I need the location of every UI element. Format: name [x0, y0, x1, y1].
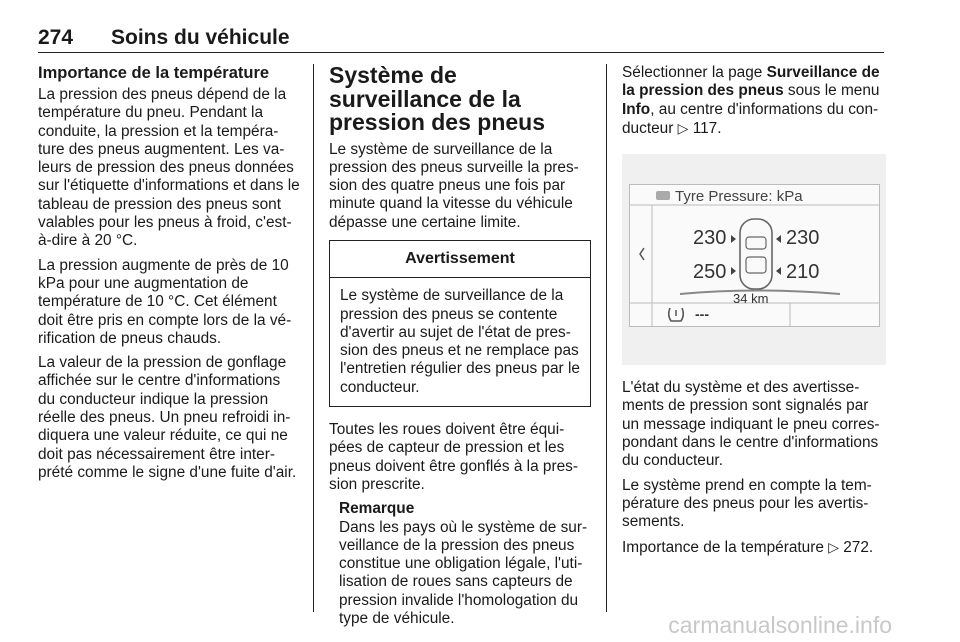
display-title: Tyre Pressure: kPa: [675, 188, 803, 206]
paragraph: La pression augmente de près de 10 kPa pour une augmentation de température de 10 °C. Cet élément doit être pris en compte lors de la vé-rification de pneus chauds.: [38, 256, 292, 347]
paragraph: La pression des pneus dépend de la température du pneu. Pendant la conduite, la pression et la tempéra-ture des pneus augmentent. Les va-leurs de pression des pneus données sur l'étiquette d'informations et dans le tableau de pression des pneus sont valables pour les pneus à froid, c'est-à-dire à 20 °C.: [38, 86, 300, 250]
warning-text: Le système de surveillance de la pression des pneus se contente d'avertir au sujet de l'état de pres-sion des pneus et ne remplace pas l'entretien régulier des pneus par le conducteur.: [340, 287, 580, 396]
note-box: [329, 500, 591, 628]
tpms-warning-icon: [669, 308, 684, 321]
watermark: carmanualsonline.info: [668, 612, 892, 638]
menu-left-arrow-icon: [640, 248, 644, 260]
paragraph: Le système prend en compte la tem-pérature des pneus pour les avertis-sements.: [622, 476, 872, 531]
car-small-icon: [656, 191, 670, 200]
text-run: Sélectionner la page: [622, 64, 767, 81]
front-right-pressure: 230: [786, 227, 820, 250]
text-run: , au centre d'informations du con-ducteur: [622, 100, 879, 137]
column-divider: [313, 64, 314, 612]
column-2: [329, 64, 591, 628]
paragraph: La valeur de la pression de gonflage affichée sur le centre d'informations du conducteur indique la pression réelle des pneus. Un pneu refroidi in-diquera une valeur réduite, ce qui ne doit pas nécessairement être inter-prété comme le signe d'une fuite d'air.: [38, 354, 297, 481]
paragraph: Toutes les roues doivent être équi-pées de capteur de pression et les pneus doivent être gonflés à la pres-sion prescrite.: [329, 421, 578, 493]
note-title: Remarque: [339, 500, 415, 518]
page-reference-link[interactable]: 272.: [843, 538, 874, 556]
text-run: sous le menu: [783, 82, 880, 100]
reference-arrow-icon: ▷: [828, 538, 839, 555]
rear-left-pressure: 250: [693, 261, 727, 284]
page-reference-link[interactable]: 117.: [692, 119, 722, 137]
front-left-pressure: 230: [693, 227, 727, 250]
column-divider: [606, 64, 607, 612]
reference-arrow-icon: ▷: [677, 119, 689, 136]
menu-name: Info: [622, 100, 651, 118]
paragraph: Le système de surveillance de la pression des pneus surveille la pres-sion des quatre pneus une fois par minute quand la vitesse du véhicule dépasse une certaine limite.: [329, 140, 579, 231]
page-number: 274: [38, 26, 74, 49]
paragraph: [622, 64, 886, 138]
note-text: Dans les pays où le système de sur-veillance de la pression des pneus constitue une obligation légale, l'uti-lisation de roues sans capteurs de pression invalide l'homologation du type de véhicule.: [339, 518, 588, 628]
rear-right-pressure: 210: [786, 261, 820, 284]
column-1: [38, 64, 300, 488]
display-screen: [629, 184, 880, 327]
car-icon: [740, 219, 772, 289]
warning-title: Avertissement: [330, 241, 590, 278]
paragraph: L'état du système et des avertisse-ments de pression sont signalés par un message indiquant le pneu corres-pondant dans le centre d'informations du conducteur.: [622, 379, 880, 470]
odometer-readout: 34 km: [733, 291, 769, 307]
chapter-title: Soins du véhicule: [111, 26, 290, 49]
menu-page-name: Surveillance de la pression des pneus: [622, 64, 880, 100]
paragraph: [622, 538, 886, 557]
section-heading-temperature: Importance de la température: [38, 64, 270, 82]
status-readout: ---: [695, 306, 709, 323]
text-run: Importance de la température: [622, 538, 829, 556]
warning-box: [329, 240, 591, 407]
tyre-pressure-display-image: [622, 154, 886, 365]
page-header: [38, 26, 884, 53]
column-3: [622, 64, 886, 563]
section-heading-tpms: Système de surveillance de la pression des pneus: [329, 62, 546, 135]
